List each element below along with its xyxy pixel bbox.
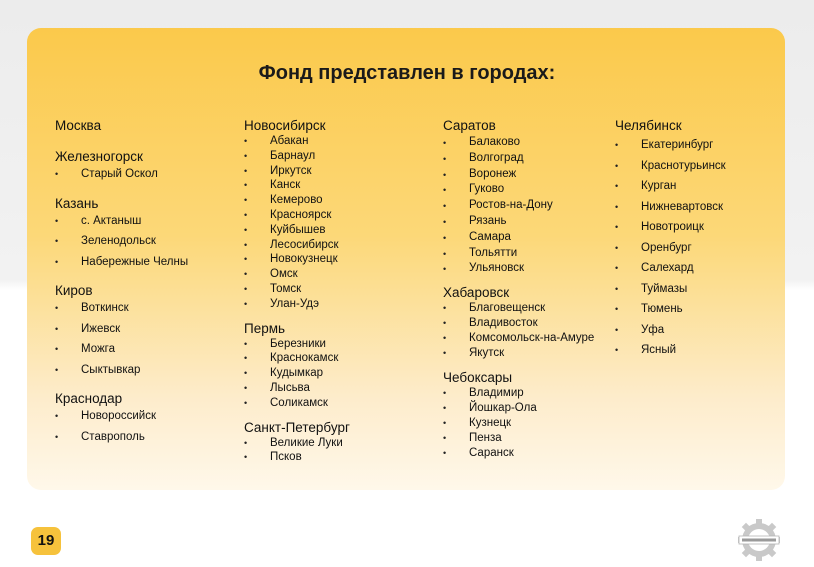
list-item: • Новотроицк	[615, 221, 785, 242]
list-item: • Куйбышев	[244, 224, 424, 239]
city-group	[443, 370, 613, 461]
city-column-4	[615, 118, 785, 365]
list-item: • Самара	[443, 230, 613, 246]
list-item: • Красноярск	[244, 209, 424, 224]
list-item: • Абакан	[244, 135, 424, 150]
list-item: • Зеленодольск	[55, 235, 230, 256]
list-item: • Владивосток	[443, 317, 613, 332]
list-item: • Кемерово	[244, 194, 424, 209]
list-item: • Можга	[55, 343, 230, 364]
list-item: • Тольятти	[443, 246, 613, 262]
list-item: • Краснотурьинск	[615, 160, 785, 181]
list-item: • Ясный	[615, 344, 785, 365]
list-item: • Воткинск	[55, 302, 230, 323]
list-item: • Новокузнецк	[244, 253, 424, 268]
list-item: • Балаково	[443, 135, 613, 151]
list-item: • Туймазы	[615, 283, 785, 304]
city-group-title: Санкт-Петербург	[244, 419, 350, 435]
list-item: • Канск	[244, 179, 424, 194]
list-item: • Томск	[244, 283, 424, 298]
list-item: • Кудымкар	[244, 367, 424, 382]
list-item: • Ижевск	[55, 323, 230, 344]
list-item: • Новороссийск	[55, 410, 230, 431]
list-item: • Ставрополь	[55, 431, 230, 452]
list-item: • Уфа	[615, 324, 785, 345]
list-item: • Омск	[244, 268, 424, 283]
city-group	[55, 149, 230, 189]
list-item: • Якутск	[443, 347, 613, 362]
list-item: • Йошкар-Ола	[443, 402, 613, 417]
list-item: • Соликамск	[244, 397, 424, 412]
gear-logo-icon	[735, 518, 783, 562]
city-group-title: Новосибирск	[244, 118, 326, 133]
list-item: • Сыктывкар	[55, 364, 230, 385]
city-group-title: Хабаровск	[443, 285, 510, 301]
list-item: • с. Актаныш	[55, 215, 230, 236]
page-title: Фонд представлен в городах:	[258, 62, 556, 84]
list-item: • Гуково	[443, 182, 613, 198]
list-item: • Тюмень	[615, 303, 785, 324]
list-item: • Псков	[244, 451, 424, 466]
city-group	[55, 391, 230, 451]
list-item: • Великие Луки	[244, 437, 424, 452]
list-item: • Набережные Челны	[55, 256, 230, 277]
list-item: • Ульяновск	[443, 261, 613, 277]
list-item: • Старый Оскол	[55, 168, 230, 189]
list-item: • Владимир	[443, 387, 613, 402]
city-group	[443, 285, 613, 361]
city-column-2	[244, 118, 424, 466]
list-item: • Саранск	[443, 447, 613, 462]
list-item: • Кузнецк	[443, 417, 613, 432]
list-item: • Воронеж	[443, 167, 613, 183]
city-group	[55, 283, 230, 384]
list-item: • Иркутск	[244, 165, 424, 180]
list-item: • Барнаул	[244, 150, 424, 165]
city-group-title: Краснодар	[55, 391, 123, 406]
city-column-1	[55, 118, 230, 451]
list-item: • Рязань	[443, 214, 613, 230]
list-item: • Ростов-на-Дону	[443, 198, 613, 214]
list-item: • Волгоград	[443, 151, 613, 167]
city-group	[244, 118, 424, 313]
list-item: • Пенза	[443, 432, 613, 447]
list-item: • Комсомольск-на-Амуре	[443, 332, 613, 347]
city-column-3	[443, 118, 613, 461]
city-group	[615, 118, 785, 365]
city-group	[55, 118, 230, 133]
list-item: • Курган	[615, 180, 785, 201]
list-item: • Лесосибирск	[244, 239, 424, 254]
city-group	[443, 118, 613, 277]
city-group-title: Челябинск	[615, 118, 682, 133]
list-item: • Нижневартовск	[615, 201, 785, 222]
list-item: • Благовещенск	[443, 302, 613, 317]
list-item: • Улан-Удэ	[244, 298, 424, 313]
list-item: • Лысьва	[244, 382, 424, 397]
page-number-badge: 19	[31, 527, 61, 555]
list-item: • Березники	[244, 338, 424, 353]
city-group-title: Москва	[55, 118, 102, 133]
city-group	[244, 321, 424, 412]
city-group-title: Саратов	[443, 118, 496, 133]
city-group-title: Чебоксары	[443, 370, 513, 386]
list-item: • Краснокамск	[244, 352, 424, 367]
city-group	[55, 196, 230, 277]
list-item: • Екатеринбург	[615, 139, 785, 160]
list-item: • Оренбург	[615, 242, 785, 263]
city-group-title: Киров	[55, 283, 93, 298]
city-group-title: Казань	[55, 195, 99, 211]
city-group	[244, 420, 424, 467]
city-group-title: Пермь	[244, 320, 286, 336]
city-group-title: Железногорск	[55, 149, 143, 164]
list-item: • Салехард	[615, 262, 785, 283]
